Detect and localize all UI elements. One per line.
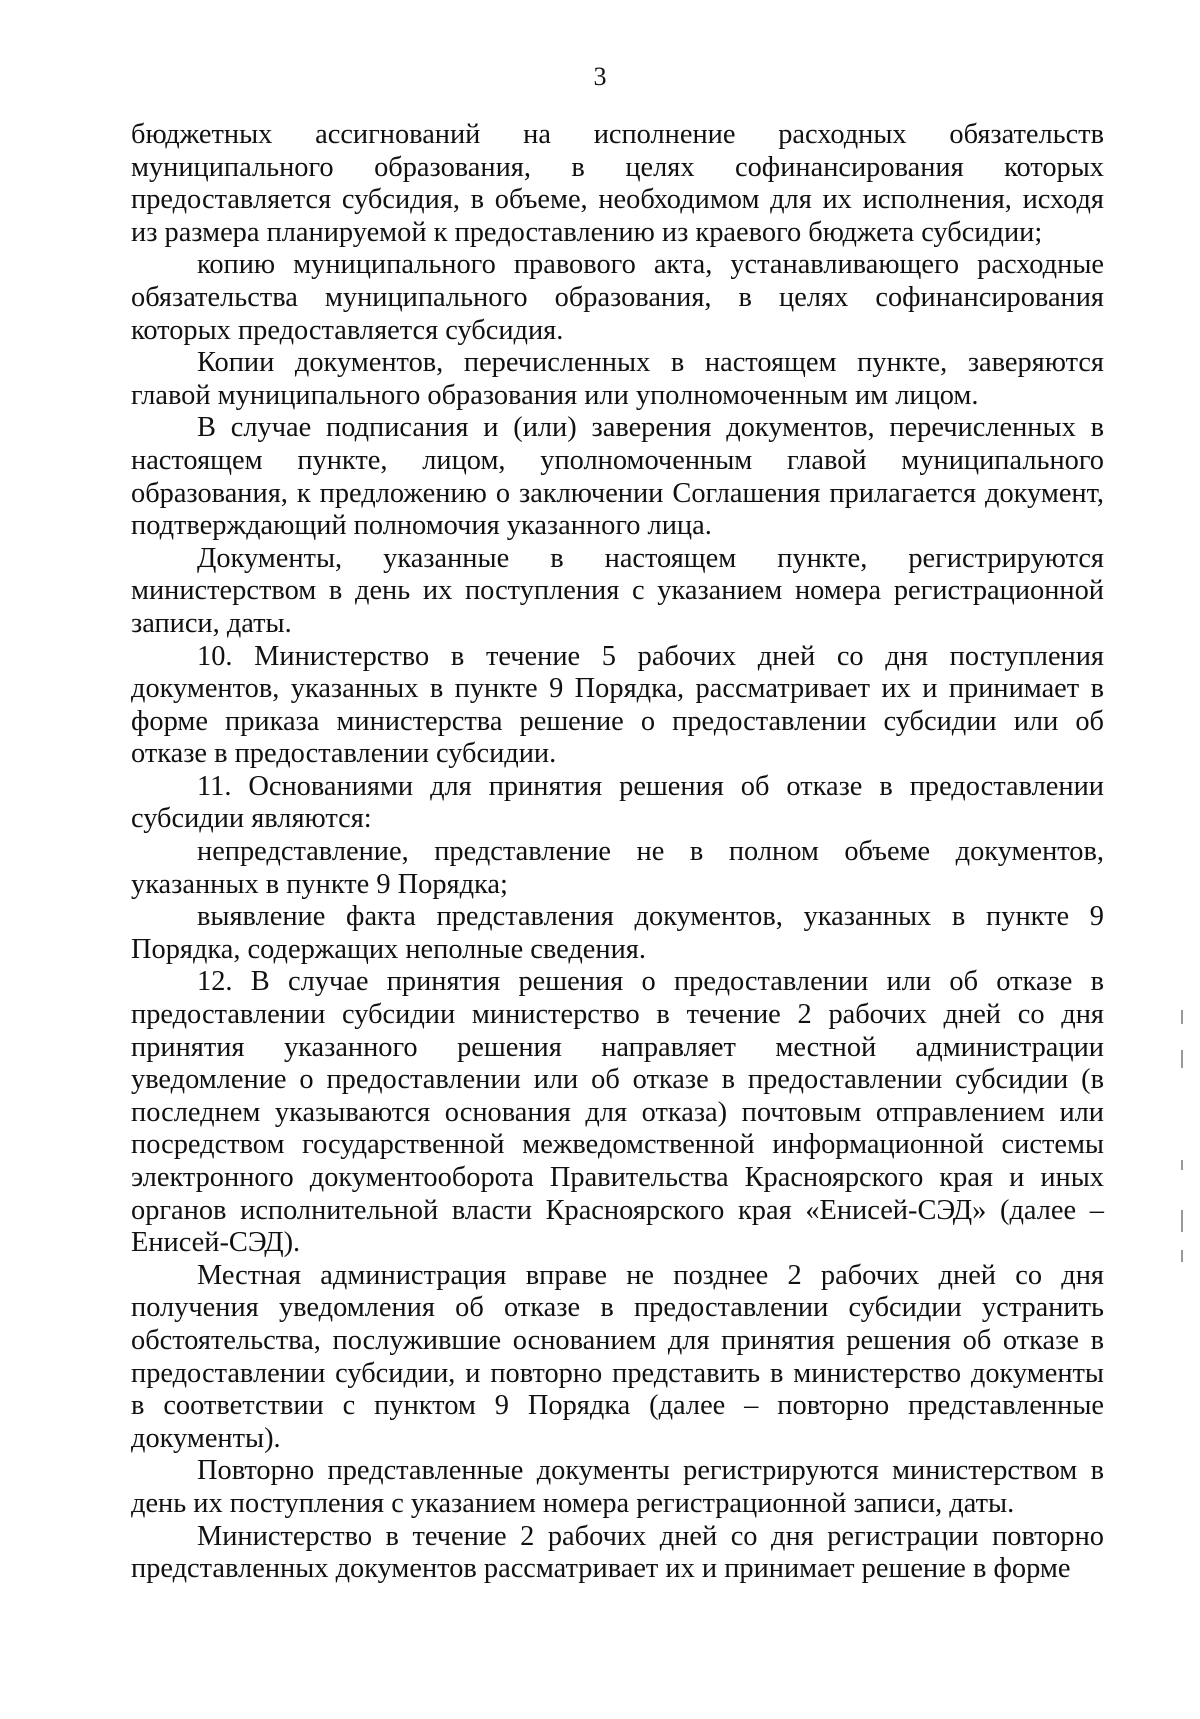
paragraph: выявление факта представления документов, указанных в пункте 9 Порядка, содержащих неполные сведения.	[131, 901, 1104, 965]
paragraph: копию муниципального правового акта, устанавливающего расходные обязательства муниципального образования, в целях софинансирования которых предоставляется субсидия.	[131, 249, 1104, 346]
paragraph: Местная администрация вправе не позднее 2 рабочих дней со дня получения уведомления об отказе в предоставлении субсидии устранить обстоятельства, послужившие основанием для принятия решения об отказе в предоставлении субсидии, и повторно представить в министерство документы в соответствии с пунктом 9 Порядка (далее – повторно представленные документы).	[131, 1259, 1104, 1454]
paragraph: непредставление, представление не в полном объеме документов, указанных в пункте 9 Порядка;	[131, 836, 1104, 900]
page-number: 3	[593, 62, 607, 91]
paragraph: Министерство в течение 2 рабочих дней со дня регистрации повторно представленных документов рассматривает их и принимает решение в форме	[131, 1520, 1104, 1585]
paragraph-item-10: 10. Министерство в течение 5 рабочих дней со дня поступления документов, указанных в пункте 9 Порядка, рассматривает их и принимает в форме приказа министерства решение о предоставлении субсидии или об отказе в предоставлении субсидии.	[131, 640, 1104, 770]
paragraph-item-12: 12. В случае принятия решения о предоставлении или об отказе в предоставлении субсидии министерство в течение 2 рабочих дней со дня принятия указанного решения направляет местной администрации уведомление о предоставлении или об отказе в предоставлении субсидии (в последнем указываются основания для отказа) почтовым отправлением или посредством государственной межведомственной информационной системы электронного документооборота Правительства Красноярского края и иных органов исполнительной власти Красноярского края «Енисей-СЭД» (далее – Енисей-СЭД).	[131, 966, 1104, 1259]
paragraph: Повторно представленные документы регистрируются министерством в день их поступления с указанием номера регистрационной записи, даты.	[131, 1455, 1104, 1519]
paragraph: бюджетных ассигнований на исполнение расходных обязательств муниципального образования, в целях софинансирования которых предоставляется субсидия, в объеме, необходимом для их исполнения, исходя из размера планируемой к предоставлению из краевого бюджета субсидии;	[131, 119, 1104, 248]
document-body	[131, 119, 1104, 1586]
scan-edge-marks	[1181, 1010, 1185, 1270]
paragraph: Документы, указанные в настоящем пункте, регистрируются министерством в день их поступления с указанием номера регистрационной записи, даты.	[131, 542, 1104, 639]
paragraph: Копии документов, перечисленных в настоящем пункте, заверяются главой муниципального образования или уполномоченным им лицом.	[131, 347, 1104, 411]
paragraph: В случае подписания и (или) заверения документов, перечисленных в настоящем пункте, лицом, уполномоченным главой муниципального образования, к предложению о заключении Соглашения прилагается документ, подтверждающий полномочия указанного лица.	[131, 412, 1104, 542]
paragraph-item-11: 11. Основаниями для принятия решения об отказе в предоставлении субсидии являются:	[131, 770, 1104, 835]
